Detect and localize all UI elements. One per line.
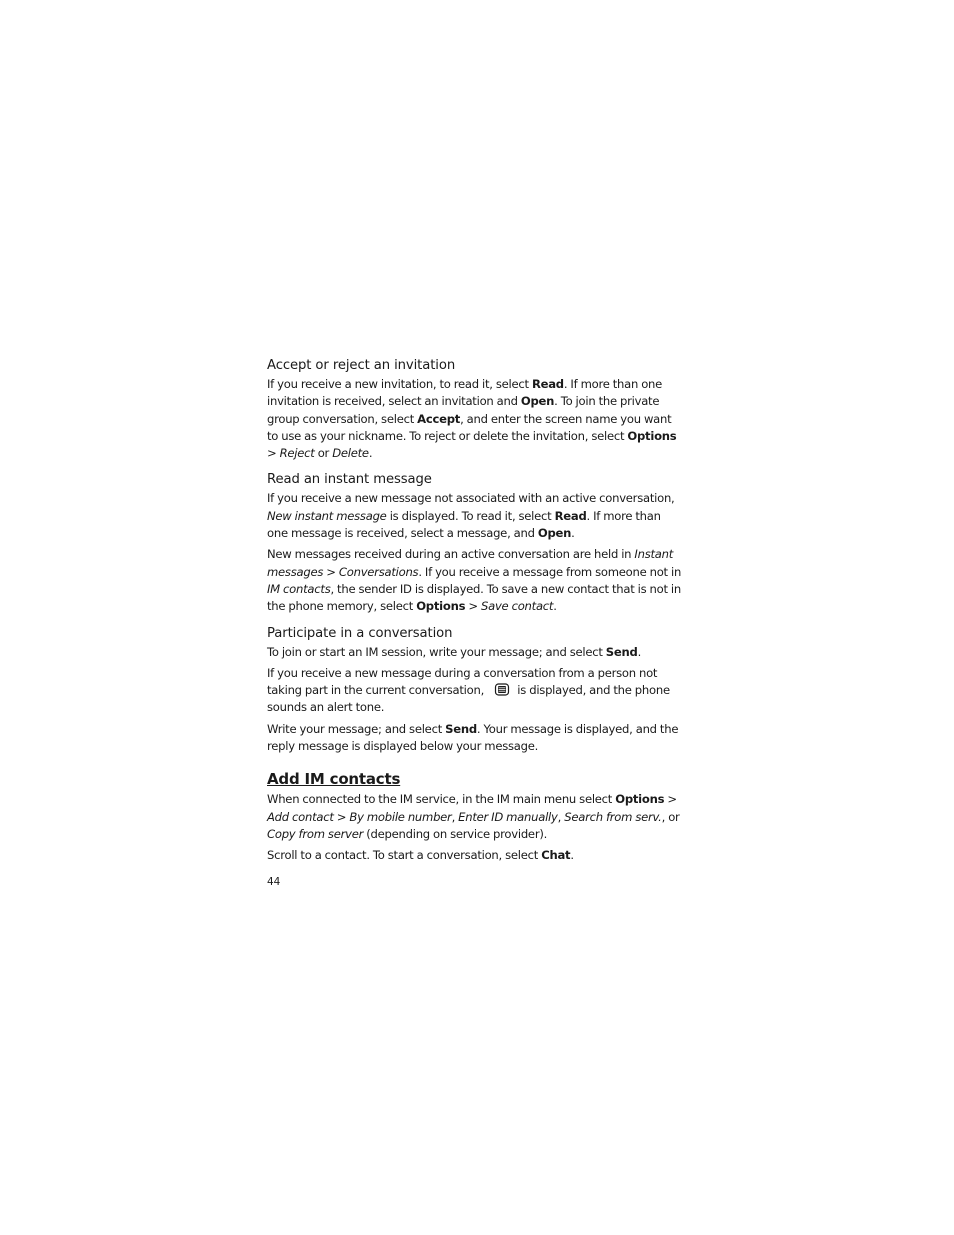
add-contacts-paragraph-2: Scroll to a contact. To start a conversation, select Chat.	[267, 848, 574, 863]
participate-paragraph-3: Write your message; and select Send. Your message is displayed, and the reply message is displayed below your message.	[267, 721, 679, 754]
add-contacts-paragraph-1: When connected to the IM service, in the IM main menu select Options > Add contact > By mobile number, Enter ID manually, Search from serv., or Copy from server (depending on service provider).	[267, 792, 680, 841]
read-message-heading: Read an instant message	[267, 472, 432, 488]
new-message-icon	[493, 683, 511, 696]
page-number: 44	[267, 875, 281, 888]
read-message-paragraph-1: If you receive a new message not associated with an active conversation, New instant message is displayed. To read it, select Read. If more than one message is received, select a message, and Open.	[267, 491, 675, 541]
read-message-paragraph-2: New messages received during an active conversation are held in Instant messages > Conversations. If you receive a message from someone not in IM contacts, the sender ID is displayed. To save a new contact that is not in the phone memory, select Options > Save contact.	[267, 547, 682, 614]
manual-page	[267, 356, 683, 889]
accept-invitation-paragraph: If you receive a new invitation, to read it, select Read. If more than one invitation is received, select an invitation and Open. To join the private group conversation, select Accept, and enter the screen name you want to use as your nickname. To reject or delete the invitation, select Options > Reject or Delete.	[267, 377, 677, 461]
add-contacts-heading: Add IM contacts	[267, 770, 401, 789]
participate-paragraph-1: To join or start an IM session, write your message; and select Send.	[267, 644, 642, 659]
participate-paragraph-2: If you receive a new message during a conversation from a person not taking part in the current conversation, is displayed, and the phone sounds an alert tone.	[267, 665, 670, 715]
participate-heading: Participate in a conversation	[267, 625, 453, 641]
accept-invitation-heading: Accept or reject an invitation	[267, 358, 456, 373]
